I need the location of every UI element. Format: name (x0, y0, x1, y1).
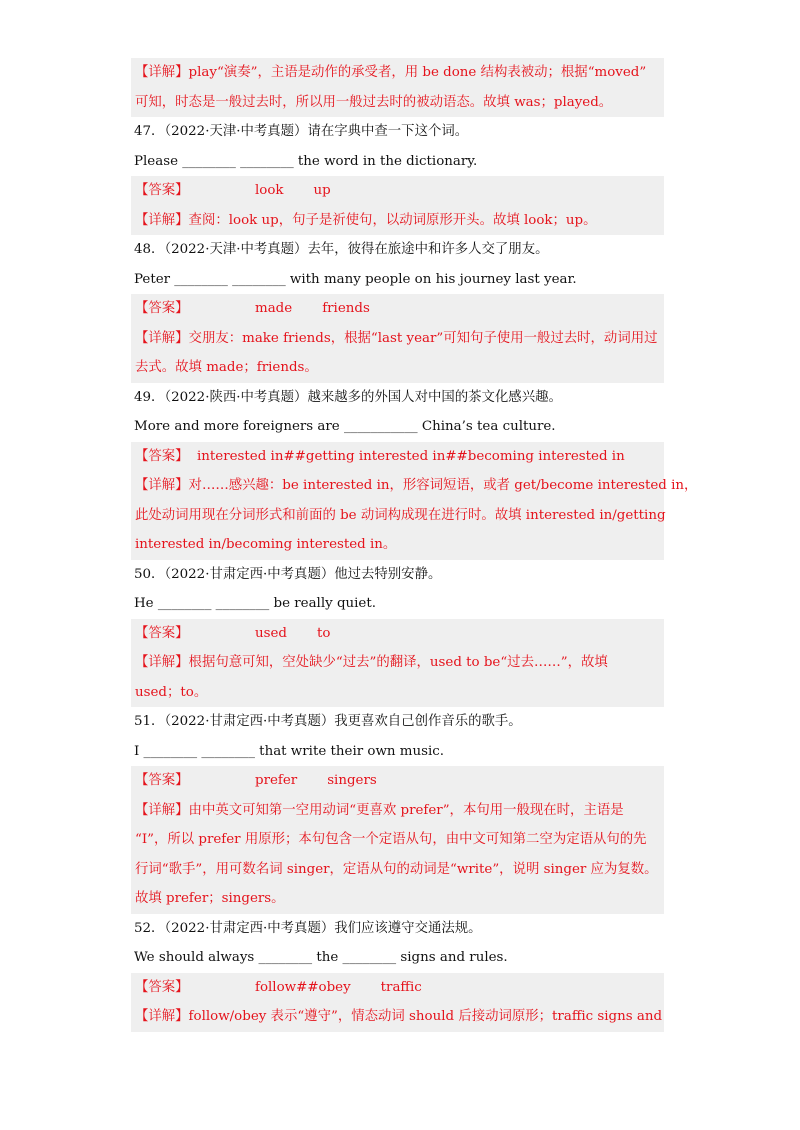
explanation-line: 此处动词用现在分词形式和前面的 be 动词构成现在进行时。故填 interested in/getting (135, 507, 666, 523)
answer-value-2: singers (327, 773, 377, 788)
answer-label: 【答案】 (135, 773, 189, 788)
answer-box (131, 766, 664, 914)
answer-box (131, 294, 664, 383)
question-heading: 51．（2022·甘肃定西·中考真题）我更喜欢自己创作音乐的歌手。 (134, 714, 522, 729)
explanation-line: 【详解】follow/obey 表示“遵守”，情态动词 should 后接动词原形；traffic signs and (135, 1009, 663, 1024)
question-sentence: We should always ________ the ________ signs and rules. (134, 950, 508, 965)
explanation-line: 【详解】根据句意可知，空处缺少“过去”的翻译，used to be“过去……”，故填 (135, 655, 608, 670)
answer-line (135, 294, 664, 324)
answer-value-2: to (317, 625, 331, 641)
question-heading: 49．（2022·陕西·中考真题）越来越多的外国人对中国的茶文化感兴趣。 (134, 389, 562, 405)
explanation-line: 【详解】由中英文可知第一空用动词“更喜欢 prefer”，本句用一般现在时，主语是 (135, 802, 624, 818)
answer-value-1: interested in##getting interested in##becoming interested in (197, 448, 625, 464)
explanation-line: 故填 prefer；singers。 (135, 891, 285, 906)
question-sentence: More and more foreigners are ___________ China’s tea culture. (134, 419, 556, 434)
explanation-line: 【详解】查阅：look up，句子是祈使句，以动词原形开头。故填 look；up。 (135, 212, 597, 228)
explanation-line: “I”，所以 prefer 用原形；本句包含一个定语从句，由中文可知第二空为定语从句的先 (135, 832, 647, 847)
question-heading: 48．（2022·天津·中考真题）去年，彼得在旅途中和许多人交了朋友。 (134, 242, 549, 257)
answer-label: 【答案】 (135, 448, 189, 464)
answer-line (135, 442, 664, 472)
answer-box (131, 619, 664, 708)
explanation-line: 行词“歌手”，用可数名词 singer，定语从句的动词是“write”，说明 singer 应为复数。 (135, 861, 658, 877)
answer-value-2: traffic (380, 979, 422, 995)
explanation-line: 去式。故填 made；friends。 (135, 360, 318, 375)
answer-value-1: used (255, 625, 287, 641)
question-heading: 50．（2022·甘肃定西·中考真题）他过去特别安静。 (134, 566, 442, 582)
question-heading: 52．（2022·甘肃定西·中考真题）我们应该遵守交通法规。 (134, 920, 482, 936)
question-sentence: Please ________ ________ the word in the dictionary. (134, 153, 478, 169)
answer-label: 【答案】 (135, 301, 189, 316)
explanation-box (131, 58, 664, 117)
answer-line (135, 973, 664, 1003)
explanation-line: 【详解】play“演奏”，主语是动作的承受者，用 be done 结构表被动；根据“moved” (135, 65, 647, 80)
answer-label: 【答案】 (135, 625, 189, 641)
question-sentence: Peter ________ ________ with many people on his journey last year. (134, 271, 577, 287)
answer-label: 【答案】 (135, 979, 189, 995)
explanation-line: interested in/becoming interested in。 (135, 537, 397, 552)
explanation-line: 【详解】交朋友：make friends，根据“last year”可知句子使用一般过去时，动词用过 (135, 330, 658, 346)
question-sentence: I ________ ________ that write their own music. (134, 743, 445, 759)
explanation-line: 可知，时态是一般过去时，所以用一般过去时的被动语态。故填 was；played。 (135, 94, 613, 110)
question-heading: 47．（2022·天津·中考真题）请在字典中查一下这个词。 (134, 124, 469, 139)
answer-value-1: made (255, 301, 293, 316)
question-sentence: He ________ ________ be really quiet. (134, 596, 376, 611)
answer-line (135, 619, 664, 649)
answer-line (135, 766, 664, 796)
answer-box (131, 442, 698, 560)
explanation-line: 【详解】对……感兴趣：be interested in，形容词短语，或者 get/become interested in， (135, 478, 698, 493)
answer-box (131, 973, 664, 1032)
answer-value-1: look (255, 183, 284, 198)
answer-value-1: prefer (255, 773, 298, 788)
answer-value-2: friends (322, 301, 370, 316)
explanation-line: used；to。 (135, 684, 208, 700)
answer-value-1: follow##obey (255, 979, 351, 995)
answer-label: 【答案】 (135, 183, 189, 198)
answer-value-2: up (313, 183, 331, 198)
answer-box (131, 176, 664, 235)
answer-line (135, 176, 664, 206)
